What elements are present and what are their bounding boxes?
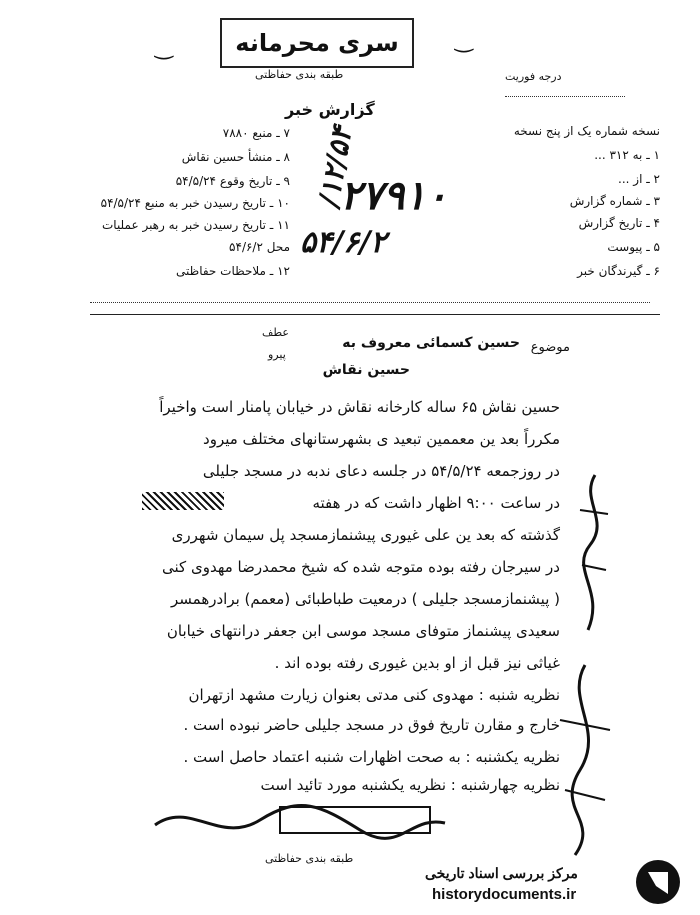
priority-line	[505, 82, 625, 101]
body-line: خارج و مقارن تاریخ فوق در مسجد جلیلی حاضر نبوده است .	[183, 716, 560, 734]
subject-text: حسین کسمائی معروف به	[342, 335, 520, 351]
form-right-row: ۳ ـ شماره گزارش	[569, 194, 660, 208]
dotted-divider	[90, 288, 650, 307]
form-right-row: ۵ ـ پیوست	[607, 240, 660, 254]
watermark-name: مرکز بررسی اسناد تاریخی	[425, 865, 578, 881]
margin-handwriting	[545, 660, 625, 860]
divider-line	[90, 314, 660, 315]
handwritten-date: ۵۴/۶/۲	[300, 225, 387, 260]
classification-caption: طبقه بندی حفاظتی	[255, 68, 344, 81]
form-right-row: نسخه شماره یک از پنج نسخه	[513, 124, 660, 138]
punch-mark-icon: ‿	[155, 35, 173, 60]
reference-label: عطف	[262, 326, 289, 339]
body-line: در روزجمعه ۵۴/۵/۲۴ در جلسه دعای ندبه در مسجد جلیلی	[202, 462, 560, 480]
form-left-row: محل ۵۴/۶/۲	[229, 240, 290, 254]
form-right-row: ۲ ـ از ...	[618, 172, 660, 186]
body-line: سعیدی پیشنماز متوفای مسجد موسی ابن جعفر درانتهای خیابان	[166, 622, 560, 640]
subject-label: موضوع	[530, 340, 570, 355]
form-left-row: ۹ ـ تاریخ وقوع ۵۴/۵/۲۴	[175, 174, 290, 188]
body-line: نظریه شنبه : مهدوی کنی مدتی بعنوان زیارت مشهد ازتهران	[188, 686, 560, 704]
body-line: در سیرجان رفته بوده متوجه شده که شیخ محمدرضا مهدوی کنی	[162, 558, 560, 576]
form-right-row: ۴ ـ تاریخ گزارش	[578, 216, 660, 230]
footer-classification-caption: طبقه بندی حفاظتی	[265, 852, 354, 865]
form-left-row: ۷ ـ منبع ۷۸۸۰	[222, 126, 290, 140]
body-line: حسین نقاش ۶۵ ساله کارخانه نقاش در خیابان پامنار است واخیراً	[159, 398, 560, 416]
report-title: گزارش خبر	[285, 100, 375, 119]
handwritten-number: ۲۷۹۱۰	[340, 172, 448, 219]
stamp-text: سری محرمانه	[235, 29, 399, 57]
followup-label: پیرو	[268, 348, 286, 361]
body-line: غیاثی نیز قبل از او بدین غیوری رفته بوده اند .	[274, 654, 560, 672]
priority-label: درجه فوریت	[505, 70, 562, 83]
punch-mark-icon: ‿	[455, 28, 473, 53]
body-line: گذشته که بعد ین علی غیوری پیشنمازمسجد پل سیمان شهرری	[171, 526, 560, 544]
form-left-row: ۱۰ ـ تاریخ رسیدن خبر به منبع ۵۴/۵/۲۴	[100, 196, 290, 210]
body-line: مکرراً بعد ین معممین تبعید ی بشهرستانهای مختلف میرود	[203, 430, 560, 448]
redaction-mark	[142, 492, 224, 510]
subject-text-2: حسین نقاش	[322, 362, 410, 378]
body-line: نظریه یکشنبه : به صحت اظهارات شنبه اعتماد حاصل است .	[183, 748, 560, 766]
body-line: در ساعت ۹:۰۰ اظهار داشت که در هفته	[312, 494, 560, 512]
classification-stamp	[220, 18, 414, 68]
form-right-row: ۱ ـ به ۳۱۲ ...	[594, 148, 660, 162]
margin-handwriting	[570, 470, 620, 640]
handwritten-date: ۱۲/۵۴/	[312, 123, 359, 210]
body-line: ( پیشنمازمسجد جلیلی ) درمعیت طباطبائی (معمم) برادرهمسر	[171, 590, 560, 608]
form-left-row: ۱۱ ـ تاریخ رسیدن خبر به رهبر عملیات	[101, 218, 290, 232]
watermark-url: historydocuments.ir	[432, 886, 577, 903]
watermark-logo-icon	[636, 860, 680, 904]
form-left-row: ۸ ـ منشأ حسین نقاش	[181, 150, 290, 164]
form-left-row: ۱۲ ـ ملاحظات حفاظتی	[176, 264, 290, 278]
body-line: نظریه چهارشنبه : نظریه یکشنبه مورد تائید است	[260, 776, 560, 794]
signature-scribble	[150, 795, 450, 850]
form-right-row: ۶ ـ گیرندگان خبر	[577, 264, 660, 278]
